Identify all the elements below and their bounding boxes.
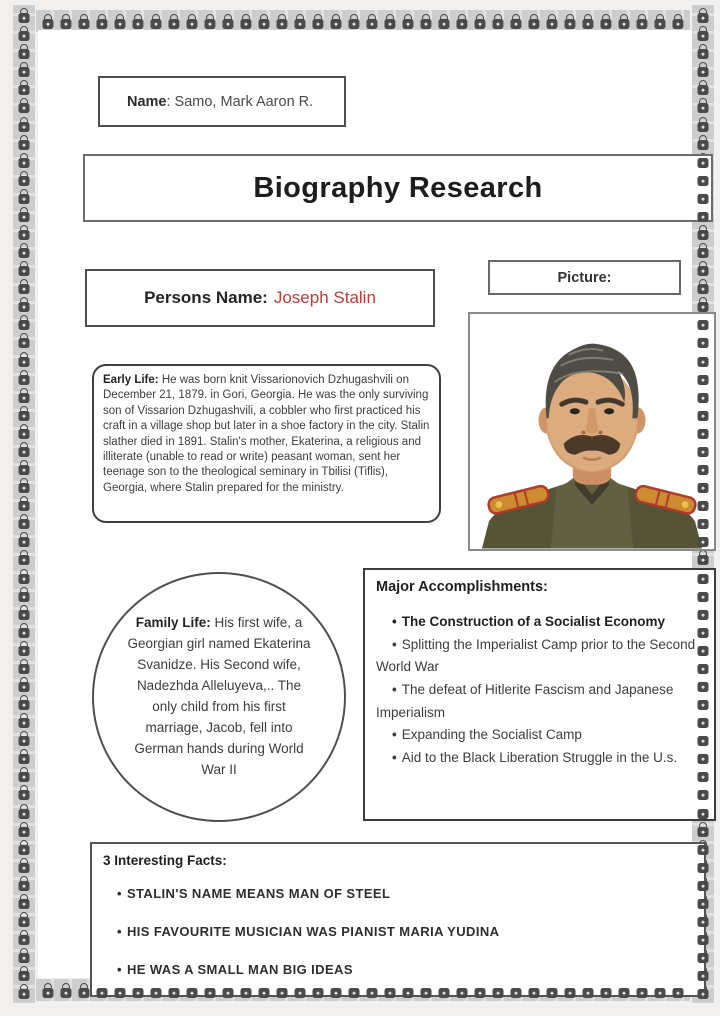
bullet-icon: • — [117, 886, 122, 901]
lock-icon — [697, 261, 709, 276]
family-life-label: Family Life: — [135, 615, 211, 631]
lock-icon — [18, 822, 30, 837]
lock-icon — [276, 14, 288, 29]
decorative-border-left — [13, 5, 35, 1003]
accomplishment-text: Expanding the Socialist Camp — [401, 727, 582, 743]
lock-icon — [18, 767, 30, 782]
lock-icon — [18, 333, 30, 348]
bullet-icon: • — [392, 614, 397, 629]
worksheet-page — [38, 30, 696, 978]
early-life-box — [92, 364, 441, 523]
lock-icon — [18, 315, 30, 330]
lock-icon — [18, 785, 30, 800]
lock-icon — [697, 297, 709, 312]
lock-icon — [204, 14, 216, 29]
lock-icon — [18, 713, 30, 728]
person-name-box — [85, 269, 435, 327]
early-life-text: He was born knit Vissarionovich Dzhugashvili on December 21, 1879. in Gori, Georgia. He was the only surviving son of Vissarion Dzhugashvili, a cobbler who first practiced his craft in a village shop but later in a shoe factory in the city. Stalin slather died in 1891. Stalin's mother, Ekaterina, a religious and illiterate (unable to read or write) peasant woman, sent her teenage son to the theological seminary in Tbilisi (Tiflis), Georgia, where Stalin prepared for the ministry. — [103, 374, 430, 494]
picture-label-box — [488, 260, 681, 295]
lock-icon — [438, 14, 450, 29]
lock-icon — [18, 44, 30, 59]
lock-icon — [18, 243, 30, 258]
lock-icon — [78, 983, 90, 998]
lock-icon — [18, 677, 30, 692]
lock-icon — [114, 14, 126, 29]
lock-icon — [564, 14, 576, 29]
lock-icon — [132, 14, 144, 29]
stalin-portrait-image — [476, 321, 708, 549]
lock-icon — [582, 14, 594, 29]
lock-icon — [366, 14, 378, 29]
fact-item — [103, 924, 693, 941]
lock-icon — [492, 14, 504, 29]
student-name-box — [98, 76, 346, 127]
lock-icon — [18, 8, 30, 23]
name-value: : Samo, Mark Aaron R. — [166, 93, 314, 110]
lock-icon — [420, 14, 432, 29]
lock-icon — [18, 930, 30, 945]
person-name-value: Joseph Stalin — [273, 288, 376, 307]
lock-icon — [312, 14, 324, 29]
lock-icon — [18, 406, 30, 421]
lock-icon — [18, 352, 30, 367]
lock-icon — [96, 14, 108, 29]
decorative-border-top — [36, 10, 690, 32]
lock-icon — [697, 98, 709, 113]
lock-icon — [18, 966, 30, 981]
lock-icon — [697, 243, 709, 258]
lock-icon — [330, 14, 342, 29]
lock-icon — [697, 80, 709, 95]
bullet-icon: • — [392, 750, 397, 766]
bullet-icon: • — [117, 961, 122, 977]
lock-icon — [18, 117, 30, 132]
lock-icon — [18, 587, 30, 602]
lock-icon — [18, 984, 30, 999]
lock-icon — [697, 279, 709, 294]
lock-icon — [42, 14, 54, 29]
lock-icon — [18, 912, 30, 927]
lock-icon — [18, 550, 30, 565]
lock-icon — [18, 569, 30, 584]
lock-icon — [18, 623, 30, 638]
lock-icon — [18, 80, 30, 95]
lock-icon — [18, 749, 30, 764]
lock-icon — [18, 279, 30, 294]
lock-icon — [222, 14, 234, 29]
accomplishment-text: The Construction of a Socialist Economy — [401, 614, 666, 629]
lock-icon — [546, 14, 558, 29]
lock-icon — [60, 983, 72, 998]
lock-icon — [697, 550, 709, 565]
lock-icon — [42, 983, 54, 998]
lock-icon — [294, 14, 306, 29]
lock-icon — [654, 14, 666, 29]
lock-icon — [600, 14, 612, 29]
fact-item — [103, 886, 693, 903]
lock-icon — [672, 14, 684, 29]
fact-text: HIS FAVOURITE MUSICIAN WAS PIANIST MARIA YUDINA — [126, 923, 500, 939]
lock-icon — [18, 171, 30, 186]
lock-icon — [697, 822, 709, 837]
lock-icon — [18, 297, 30, 312]
accomplishment-item — [376, 724, 703, 747]
lock-icon — [697, 62, 709, 77]
accomplishment-text: Splitting the Imperialist Camp prior to the Second World War — [376, 636, 696, 675]
lock-icon — [474, 14, 486, 29]
lock-icon — [528, 14, 540, 29]
bullet-icon: • — [392, 727, 397, 743]
major-accomplishments-box — [363, 568, 716, 821]
lock-icon — [150, 14, 162, 29]
lock-icon — [18, 858, 30, 873]
lock-icon — [18, 189, 30, 204]
lock-icon — [402, 14, 414, 29]
lock-icon — [18, 388, 30, 403]
lock-icon — [18, 804, 30, 819]
lock-icon — [18, 370, 30, 385]
lock-icon — [18, 659, 30, 674]
facts-label: 3 Interesting Facts: — [103, 853, 227, 868]
bullet-icon: • — [117, 923, 122, 939]
accomplishment-text: The defeat of Hitlerite Fascism and Japanese Imperialism — [376, 682, 674, 720]
bullet-icon: • — [392, 636, 397, 652]
fact-text: HE WAS A SMALL MAN BIG IDEAS — [126, 961, 353, 977]
lock-icon — [618, 14, 630, 29]
lock-icon — [18, 876, 30, 891]
lock-icon — [348, 14, 360, 29]
person-name-label: Persons Name: — [144, 288, 268, 307]
lock-icon — [18, 840, 30, 855]
fact-text: STALIN'S NAME MEANS MAN OF STEEL — [126, 886, 391, 901]
lock-icon — [18, 532, 30, 547]
lock-icon — [456, 14, 468, 29]
bullet-icon: • — [392, 682, 397, 698]
lock-icon — [18, 478, 30, 493]
accomplishment-text: Aid to the Black Liberation Struggle in the U.s. — [401, 750, 678, 766]
lock-icon — [186, 14, 198, 29]
lock-icon — [18, 98, 30, 113]
interesting-facts-box — [90, 842, 706, 997]
lock-icon — [18, 496, 30, 511]
accomplishment-item — [376, 634, 703, 679]
family-life-circle — [92, 572, 346, 822]
accomplishment-item — [376, 679, 703, 724]
accomplishments-label: Major Accomplishments: — [376, 579, 548, 595]
lock-icon — [18, 695, 30, 710]
lock-icon — [384, 14, 396, 29]
lock-icon — [18, 62, 30, 77]
lock-icon — [697, 225, 709, 240]
lock-icon — [697, 44, 709, 59]
fact-item — [103, 962, 693, 979]
picture-label: Picture: — [557, 269, 612, 286]
family-life-text: His first wife, a Georgian girl named Ekaterina Svanidze. His Second wife, Nadezhda Alleluyeva,.. The only child from his first marriage, Jacob, fell into German hands during World War II — [127, 615, 311, 777]
lock-icon — [18, 641, 30, 656]
lock-icon — [18, 225, 30, 240]
early-life-label: Early Life: — [103, 374, 159, 386]
lock-icon — [18, 731, 30, 746]
lock-icon — [510, 14, 522, 29]
lock-icon — [60, 14, 72, 29]
lock-icon — [18, 894, 30, 909]
lock-icon — [18, 948, 30, 963]
accomplishment-item — [376, 611, 703, 634]
lock-icon — [697, 117, 709, 132]
lock-icon — [18, 26, 30, 41]
lock-icon — [18, 514, 30, 529]
title-box — [83, 154, 713, 222]
lock-icon — [258, 14, 270, 29]
lock-icon — [636, 14, 648, 29]
name-label: Name — [127, 93, 167, 110]
lock-icon — [697, 8, 709, 23]
lock-icon — [18, 460, 30, 475]
lock-icon — [697, 135, 709, 150]
lock-icon — [240, 14, 252, 29]
lock-icon — [18, 605, 30, 620]
lock-icon — [18, 261, 30, 276]
lock-icon — [697, 26, 709, 41]
accomplishment-item — [376, 747, 703, 770]
lock-icon — [18, 442, 30, 457]
lock-icon — [18, 153, 30, 168]
lock-icon — [18, 424, 30, 439]
lock-icon — [18, 207, 30, 222]
picture-frame — [468, 312, 716, 551]
lock-icon — [168, 14, 180, 29]
page-title: Biography Research — [253, 171, 543, 204]
lock-icon — [78, 14, 90, 29]
lock-icon — [18, 135, 30, 150]
